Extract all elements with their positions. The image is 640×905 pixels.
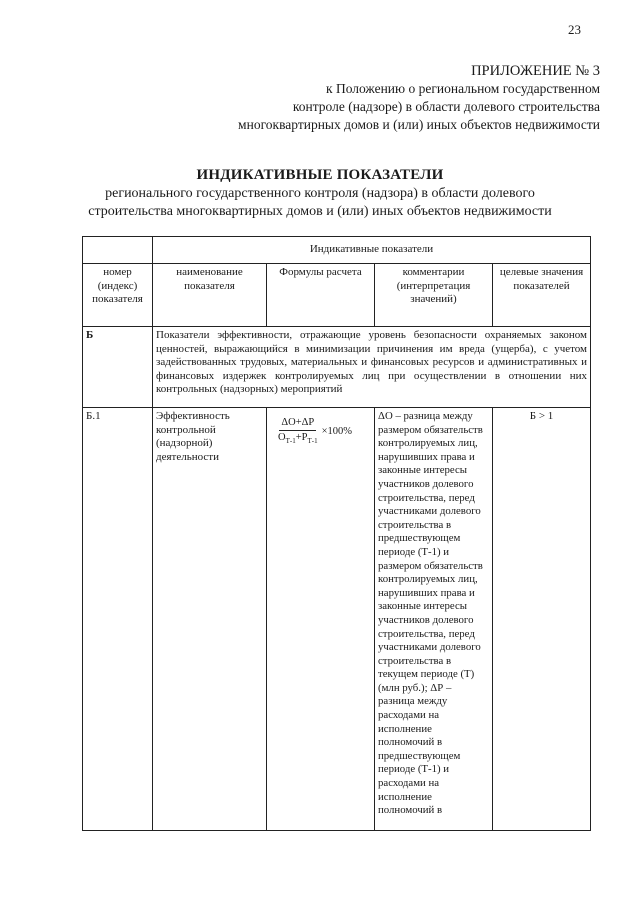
header-name: наименование показателя	[153, 264, 267, 327]
row-name: Эффективность контрольной (надзорной) деятельности	[153, 408, 267, 831]
formula	[276, 416, 352, 448]
section-text: Показатели эффективности, отражающие уровень безопасности охраняемых законом ценностей, выражающийся в минимизации причинения им вреда (ущерба), с учетом задействованных трудовых, материальных и финансовых ресурсов и административных и финансовых издержек контролируемых лиц при осуществлении в отношении них контрольных (надзорных) мероприятий	[153, 327, 591, 408]
appendix-line: многоквартирных домов и (или) иных объектов недвижимости	[238, 117, 600, 132]
appendix-line: к Положению о региональном государственном	[326, 81, 600, 96]
appendix-line: контроле (надзоре) в области долевого строительства	[292, 99, 600, 114]
table-empty-cell	[83, 237, 153, 264]
group-header: Индикативные показатели	[153, 237, 591, 264]
table-group-header-row	[83, 237, 591, 264]
formula-numerator: ΔО+ΔР	[279, 416, 316, 431]
document-subtitle-line: строительства многоквартирных домов и (или) иных объектов недвижимости	[88, 204, 552, 219]
indicators-table	[82, 236, 591, 831]
section-index: Б	[83, 327, 153, 408]
appendix-title: ПРИЛОЖЕНИЕ № 3	[471, 63, 600, 79]
table-header-row	[83, 264, 591, 327]
formula-fraction	[276, 416, 320, 448]
document-subtitle-line: регионального государственного контроля (надзора) в области долевого	[105, 186, 535, 201]
row-index: Б.1	[83, 408, 153, 831]
appendix-header	[238, 62, 600, 134]
document-title-block	[0, 165, 640, 221]
row-formula-cell	[267, 408, 375, 831]
header-target: целевые значения показателей	[493, 264, 591, 327]
row-target: Б > 1	[493, 408, 591, 831]
formula-denominator: $О_{Т-1}+Р_{Т-1}$	[278, 431, 318, 445]
header-comment: комментарии (интерпретация значений)	[375, 264, 493, 327]
formula-multiplier: ×100%	[321, 426, 352, 438]
table-section-row	[83, 327, 591, 408]
header-index: номер (индекс) показателя	[83, 264, 153, 327]
row-comment: ΔО – разница между размером обязательств контролируемых лиц, нарушивших права и законные интересы участников долевого строительства, перед участниками долевого строительства в предшествующем периоде (Т-1) и размером обязательств контролируемых лиц, нарушивших права и законные интересы участников долевого строительства, перед участниками долевого строительства в текущем периоде (Т) (млн руб.); ΔР – разница между расходами на исполнение полномочий в предшествующем периоде (Т-1) и расходами на исполнение полномочий в	[375, 408, 493, 831]
document-title: ИНДИКАТИВНЫЕ ПОКАЗАТЕЛИ	[196, 167, 444, 183]
page-number: 23	[568, 22, 581, 37]
table-row	[83, 408, 591, 831]
header-formula: Формулы расчета	[267, 264, 375, 327]
